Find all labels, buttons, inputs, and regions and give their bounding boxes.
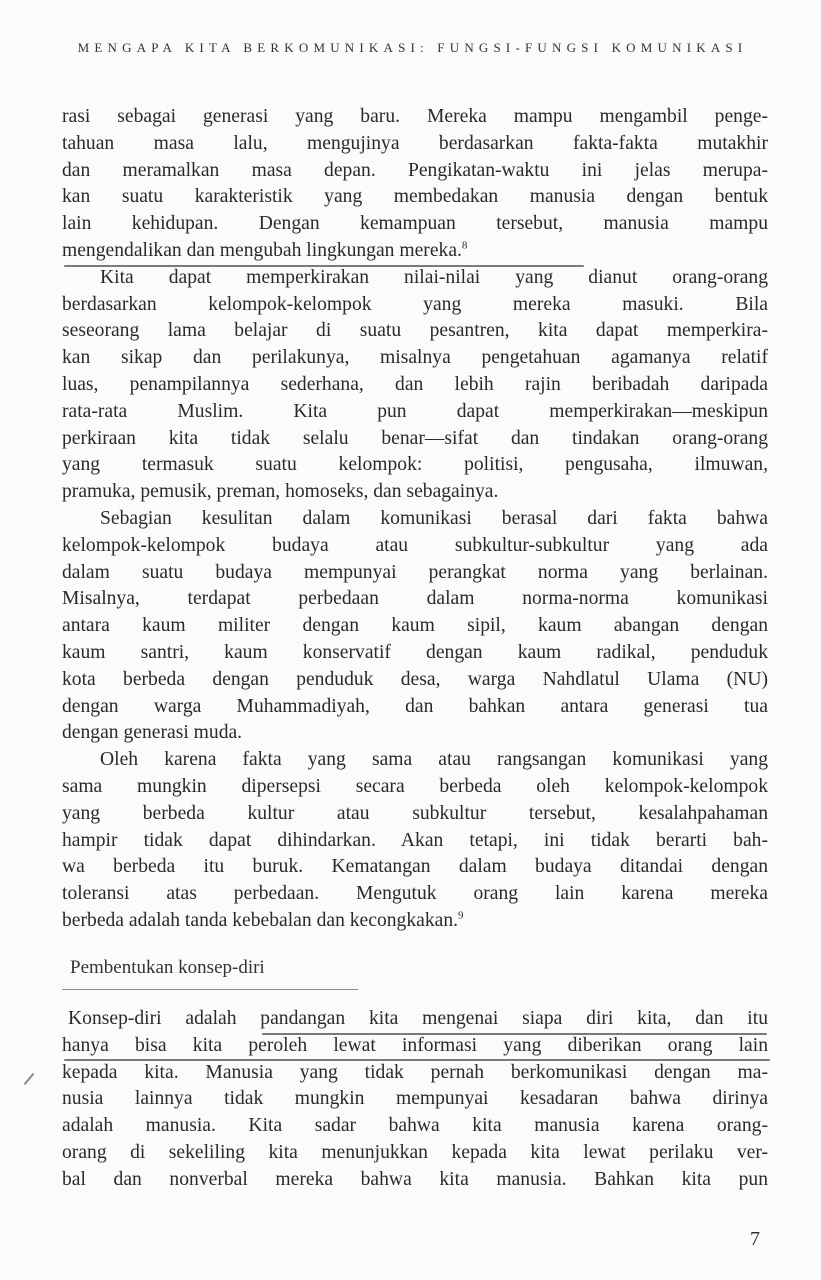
- text-line: hampir tidak dapat dihindarkan. Akan tetapi, ini tidak berarti bah-: [62, 829, 768, 851]
- paragraph-first-line: Oleh karena fakta yang sama atau rangsangan komunikasi yang: [100, 749, 768, 771]
- heading-underline: [62, 989, 358, 990]
- text-line: luas, penampilannya sederhana, dan lebih rajin beribadah daripada: [62, 373, 768, 395]
- text-line: antara kaum militer dengan kaum sipil, kaum abangan dengan: [62, 615, 768, 637]
- paragraph-first-line: Konsep-diri adalah pandangan kita mengenai siapa diri kita, dan itu: [68, 1008, 768, 1029]
- footnote-ref: 8: [461, 239, 468, 252]
- text-line: perkiraan kita tidak selalu benar—sifat dan tindakan orang-orang: [62, 427, 768, 449]
- text-line-content: mengendalikan dan mengubah lingkungan mereka.: [62, 239, 462, 261]
- body-text-block-1: [62, 104, 768, 935]
- text-line: dan meramalkan masa depan. Pengikatan-waktu ini jelas merupa-: [62, 159, 768, 181]
- text-line: tahuan masa lalu, mengujinya berdasarkan fakta-fakta mutakhir: [62, 132, 768, 154]
- text-line: hanya bisa kita peroleh lewat informasi yang diberikan orang lain: [62, 1034, 768, 1056]
- text-line: orang di sekeliling kita menunjukkan kepada kita lewat perilaku ver-: [62, 1141, 768, 1163]
- text-line: dalam suatu budaya mempunyai perangkat norma yang berlainan.: [62, 561, 768, 583]
- text-line: adalah manusia. Kita sadar bahwa kita manusia karena orang-: [62, 1115, 768, 1137]
- text-line: Misalnya, terdapat perbedaan dalam norma-norma komunikasi: [62, 588, 768, 610]
- text-line: bal dan nonverbal mereka bahwa kita manusia. Bahkan kita pun: [62, 1168, 768, 1190]
- text-line: rata-rata Muslim. Kita pun dapat memperkirakan—meskipun: [62, 400, 768, 422]
- section-heading: Pembentukan konsep-diri: [70, 957, 265, 978]
- margin-pen-mark: [24, 1073, 35, 1085]
- text-line: toleransi atas perbedaan. Mengutuk orang lain karena mereka: [62, 883, 768, 905]
- paragraph-first-line: Kita dapat memperkirakan nilai-nilai yang dianut orang-orang: [100, 266, 768, 288]
- pen-underline: [262, 1033, 767, 1035]
- text-line: kepada kita. Manusia yang tidak pernah berkomunikasi dengan ma-: [62, 1061, 768, 1083]
- running-head: MENGAPA KITA BERKOMUNIKASI: FUNGSI-FUNGSI KOMUNIKASI: [77, 40, 748, 55]
- text-line: kaum santri, kaum konservatif dengan kaum radikal, penduduk: [62, 641, 768, 663]
- text-line: rasi sebagai generasi yang baru. Mereka mampu mengambil penge-: [62, 106, 768, 127]
- text-line: sama mungkin dipersepsi secara berbeda oleh kelompok-kelompok: [62, 775, 768, 797]
- text-line: berdasarkan kelompok-kelompok yang mereka masuki. Bila: [62, 293, 768, 315]
- text-line-content: berbeda adalah tanda kebebalan dan kecongkakan.: [62, 909, 459, 931]
- text-line: wa berbeda itu buruk. Kematangan dalam budaya ditandai dengan: [62, 856, 768, 878]
- pen-underline: [64, 265, 584, 267]
- pen-underline: [64, 1059, 770, 1061]
- text-line: pramuka, pemusik, preman, homoseks, dan sebagainya.: [62, 481, 499, 503]
- text-line: kelompok-kelompok budaya atau subkultur-subkultur yang ada: [62, 534, 768, 556]
- text-line: seseorang lama belajar di suatu pesantren, kita dapat memperkira-: [62, 320, 768, 342]
- text-line: dengan warga Muhammadiyah, dan bahkan antara generasi tua: [62, 695, 768, 717]
- text-line: dengan generasi muda.: [62, 722, 243, 744]
- text-line: nusia lainnya tidak mungkin mempunyai kesadaran bahwa dirinya: [62, 1088, 768, 1110]
- paragraph-first-line: Sebagian kesulitan dalam komunikasi berasal dari fakta bahwa: [100, 507, 768, 529]
- text-line: kota berbeda dengan penduduk desa, warga Nahdlatul Ulama (NU): [62, 668, 768, 690]
- text-line: [62, 238, 768, 265]
- text-line: lain kehidupan. Dengan kemampuan tersebut, manusia mampu: [62, 213, 768, 235]
- footnote-ref: 9: [458, 909, 464, 922]
- text-line: kan sikap dan perilakunya, misalnya pengetahuan agamanya relatif: [62, 347, 768, 369]
- text-line: yang termasuk suatu kelompok: politisi, pengusaha, ilmuwan,: [62, 454, 768, 476]
- text-line: yang berbeda kultur atau subkultur tersebut, kesalahpahaman: [62, 802, 768, 824]
- text-line: kan suatu karakteristik yang membedakan manusia dengan bentuk: [62, 186, 768, 208]
- page-number: 7: [750, 1228, 760, 1250]
- text-line: [62, 908, 768, 935]
